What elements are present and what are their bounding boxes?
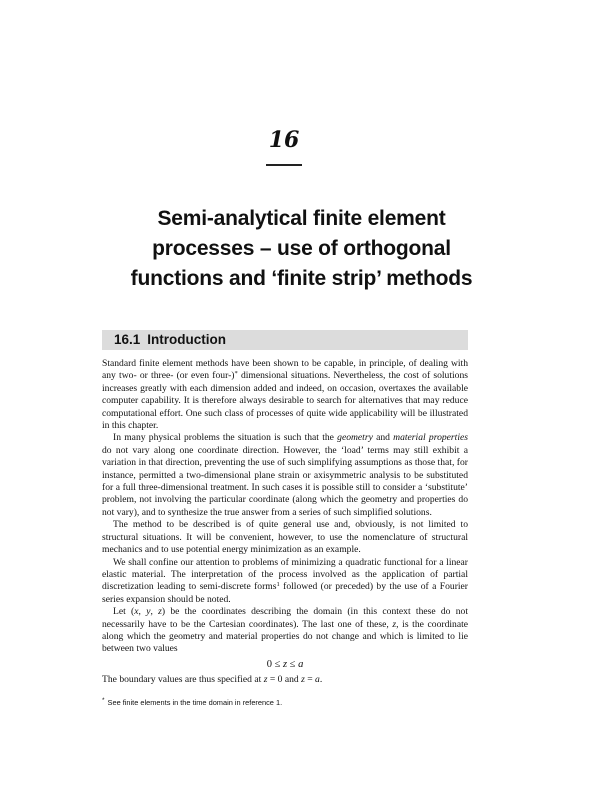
var-z-4: z: [301, 674, 305, 686]
paragraph-1-text-b: dimensional situations. Nevertheless, the cost of solutions increases greatly with each dimension added and indeed, on occasion, overtaxes the available computer capability. It is therefore always desirable to search for alternatives that may reduce computational effort. One such class of processes of quite wide applicability will be illustrated in this chapter.: [102, 370, 469, 432]
paragraph-6-end: .: [319, 674, 323, 686]
chapter-title-line-2: processes – use of orthogonal: [152, 237, 451, 260]
paragraph-2-text-b: do not vary along one coordinate direction. However, the ‘load’ terms may still exhibit a variation in that direction, preventing the use of such simplifying assumptions as those that, for instance, permitted a two-dimensional plane strain or axisymmetric analysis to be substituted for a full three-dimensional treatment. In such cases it is possible still to consider a ‘substitute’ problem, not involving the particular coordinate (along which the geometry and properties do not vary), and to synthesize the true answer from a series of such simplified solutions.: [102, 444, 468, 518]
paragraph-6-eq0: = 0 and: [267, 674, 302, 686]
footnote: [102, 698, 468, 708]
emphasis-material-properties: material properties: [393, 432, 468, 444]
paragraph-5-text-a: Let (: [113, 606, 135, 618]
emphasis-geometry: geometry: [337, 432, 373, 444]
paragraph-3: The method to be described is of quite general use and, obviously, is not limited to structural situations. It will be convenient, however, to use the nomenclature of structural mechanics and to use potential energy minimization as an example.: [102, 519, 468, 556]
footnote-mark: *: [102, 697, 105, 704]
section-number: 16.1: [114, 332, 141, 347]
chapter-title: [60, 204, 543, 294]
chapter-number-box: [266, 120, 302, 166]
paragraph-2-and: and: [372, 432, 394, 444]
var-z-2: z: [392, 618, 397, 630]
paragraph-5-text-c: , is the coordinate along which the geometry and material properties do not change and which is limited to lie between two values: [102, 618, 469, 655]
reference-1: 1: [276, 581, 280, 589]
paragraph-2-text-a: In many physical problems the situation is such that the: [113, 432, 338, 444]
chapter-title-line-3: functions and ‘finite strip’ methods: [130, 267, 473, 290]
var-y: y: [146, 606, 151, 618]
var-z: z: [158, 606, 162, 618]
equation-var: z: [282, 658, 288, 670]
paragraph-6-text-a: The boundary values are thus specified at: [102, 674, 264, 686]
paragraph-4-text-a: We shall confine our attention to problems of minimizing a quadratic functional for a linear elastic material. The interpretation of the process involved as the application of partial discretization leading to semi-discrete forms: [102, 556, 468, 593]
paragraph-6: [102, 674, 468, 686]
paragraph-1-text-a: Standard finite element methods have been shown to be capable, in principle, of dealing with any two- or three- (or even four-): [102, 358, 468, 382]
paragraph-5-text-b: ) be the coordinates describing the domain (in this context these do not necessarily have to be the Cartesian coordinates). The last one of these,: [102, 606, 469, 630]
var-z-3: z: [263, 674, 268, 686]
paragraph-2: [102, 432, 468, 519]
footnote-text: See finite elements in the time domain in reference 1.: [107, 698, 283, 707]
paragraph-4: [102, 557, 468, 607]
section-heading: [114, 331, 226, 349]
chapter-title-line-1: Semi-analytical finite element: [157, 207, 446, 230]
chapter-number: 16: [268, 127, 300, 153]
paragraph-4-text-b: followed (or preceded) by the use of a Fourier series expansion should be noted.: [102, 581, 469, 605]
equation-rhs: a: [298, 658, 304, 670]
footnote-ref-star: *: [234, 370, 238, 378]
paragraph-5: Let (x, y, z) be the coordinates describing the domain (in this context these do not necessarily have to be the Cartesian coordinates). The last one of these, z, is the coordinate along which the geometry and material properties do not change and which is limited to lie between two values: [102, 606, 469, 655]
section-title: Introduction: [147, 332, 227, 347]
var-a: a: [315, 674, 320, 686]
var-x: x: [134, 606, 139, 618]
paragraph-1: [102, 358, 468, 432]
equation-z-range: 0 ≤ z ≤ a: [266, 658, 304, 670]
equation-lhs: 0: [266, 658, 272, 670]
body-text: [102, 358, 468, 687]
paragraph-6-eqa: =: [304, 674, 316, 686]
